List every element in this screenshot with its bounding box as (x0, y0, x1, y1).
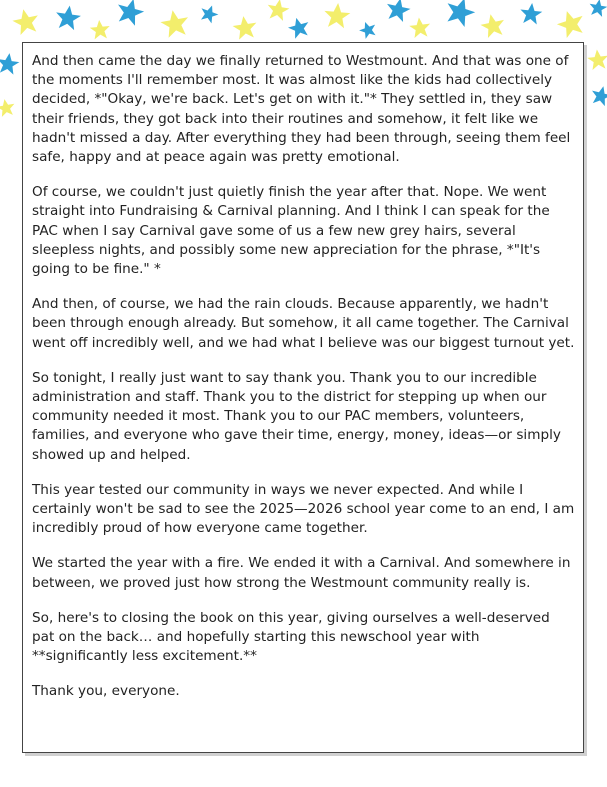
letter-paragraph: And then came the day we finally returned to Westmount. And that was one of the moments I'll remember most. It was almost like the kids had collectively decided, *"Okay, we're back. Let's get on with it."* They settled in, they saw their friends, they got back into their routines and somehow, it felt like we hadn't missed a day. After everything they had been through, seeing them feel safe, happy and at peace again was pretty emotional. (32, 53, 571, 166)
star-icon (89, 19, 111, 40)
star-icon (114, 0, 147, 27)
star-icon (588, 0, 607, 17)
letter-paragraph: We started the year with a fire. We ended it with a Carnival. And somewhere in between, we proved just how strong the Westmount community really is. (32, 555, 571, 591)
star-icon (286, 15, 311, 40)
letter-paragraph: This year tested our community in ways we never expected. And while I certainly won't be sad to see the 2025—2026 school year come to an end, I am incredibly proud of how everyone came together. (32, 481, 575, 537)
star-icon (408, 16, 431, 38)
star-icon (586, 48, 607, 70)
star-icon (231, 14, 258, 40)
star-icon (589, 84, 607, 107)
letter-paragraph: Of course, we couldn't just quietly finish the year after that. Nope. We went straight into Fundraising & Carnival planning. And I think I can speak for the PAC when I say Carnival gave some of us a few new grey hairs, several sleepless nights, and possibly some new appreciation for the phrase, *"It's going to be fine." * (32, 184, 550, 278)
star-icon (159, 8, 191, 39)
star-icon (357, 19, 378, 40)
letter-paragraph: So, here's to closing the book on this year, giving ourselves a well-deserved pat on the back… and hopefully starting this newschool year with **significantly less excitement.** (32, 609, 550, 665)
star-icon (265, 0, 290, 22)
star-icon (384, 0, 412, 23)
star-icon (323, 2, 351, 29)
star-icon (54, 4, 82, 31)
star-icon (11, 7, 42, 36)
letter-paragraph: So tonight, I really just want to say thank you. Thank you to our incredible administration and staff. Thank you to the district for stepping up when our community needed it most. Thank you to our PAC members, volunteers, families, and everyone who gave their time, energy, money, ideas—or simply showed up and helped. (32, 369, 561, 463)
letter-paragraph: And then, of course, we had the rain clouds. Because apparently, we hadn't been through enough already. But somehow, it all came together. The Carnival went off incredibly well, and we had what I believe was our biggest turnout yet. (32, 296, 575, 351)
star-icon (0, 98, 16, 118)
star-icon (479, 12, 507, 39)
star-icon (519, 2, 543, 25)
star-icon (0, 52, 20, 76)
letter-closing: Thank you, everyone. (32, 683, 180, 700)
star-icon (442, 0, 478, 29)
star-icon (198, 2, 221, 24)
star-icon (554, 7, 588, 40)
letter-box (22, 42, 584, 753)
